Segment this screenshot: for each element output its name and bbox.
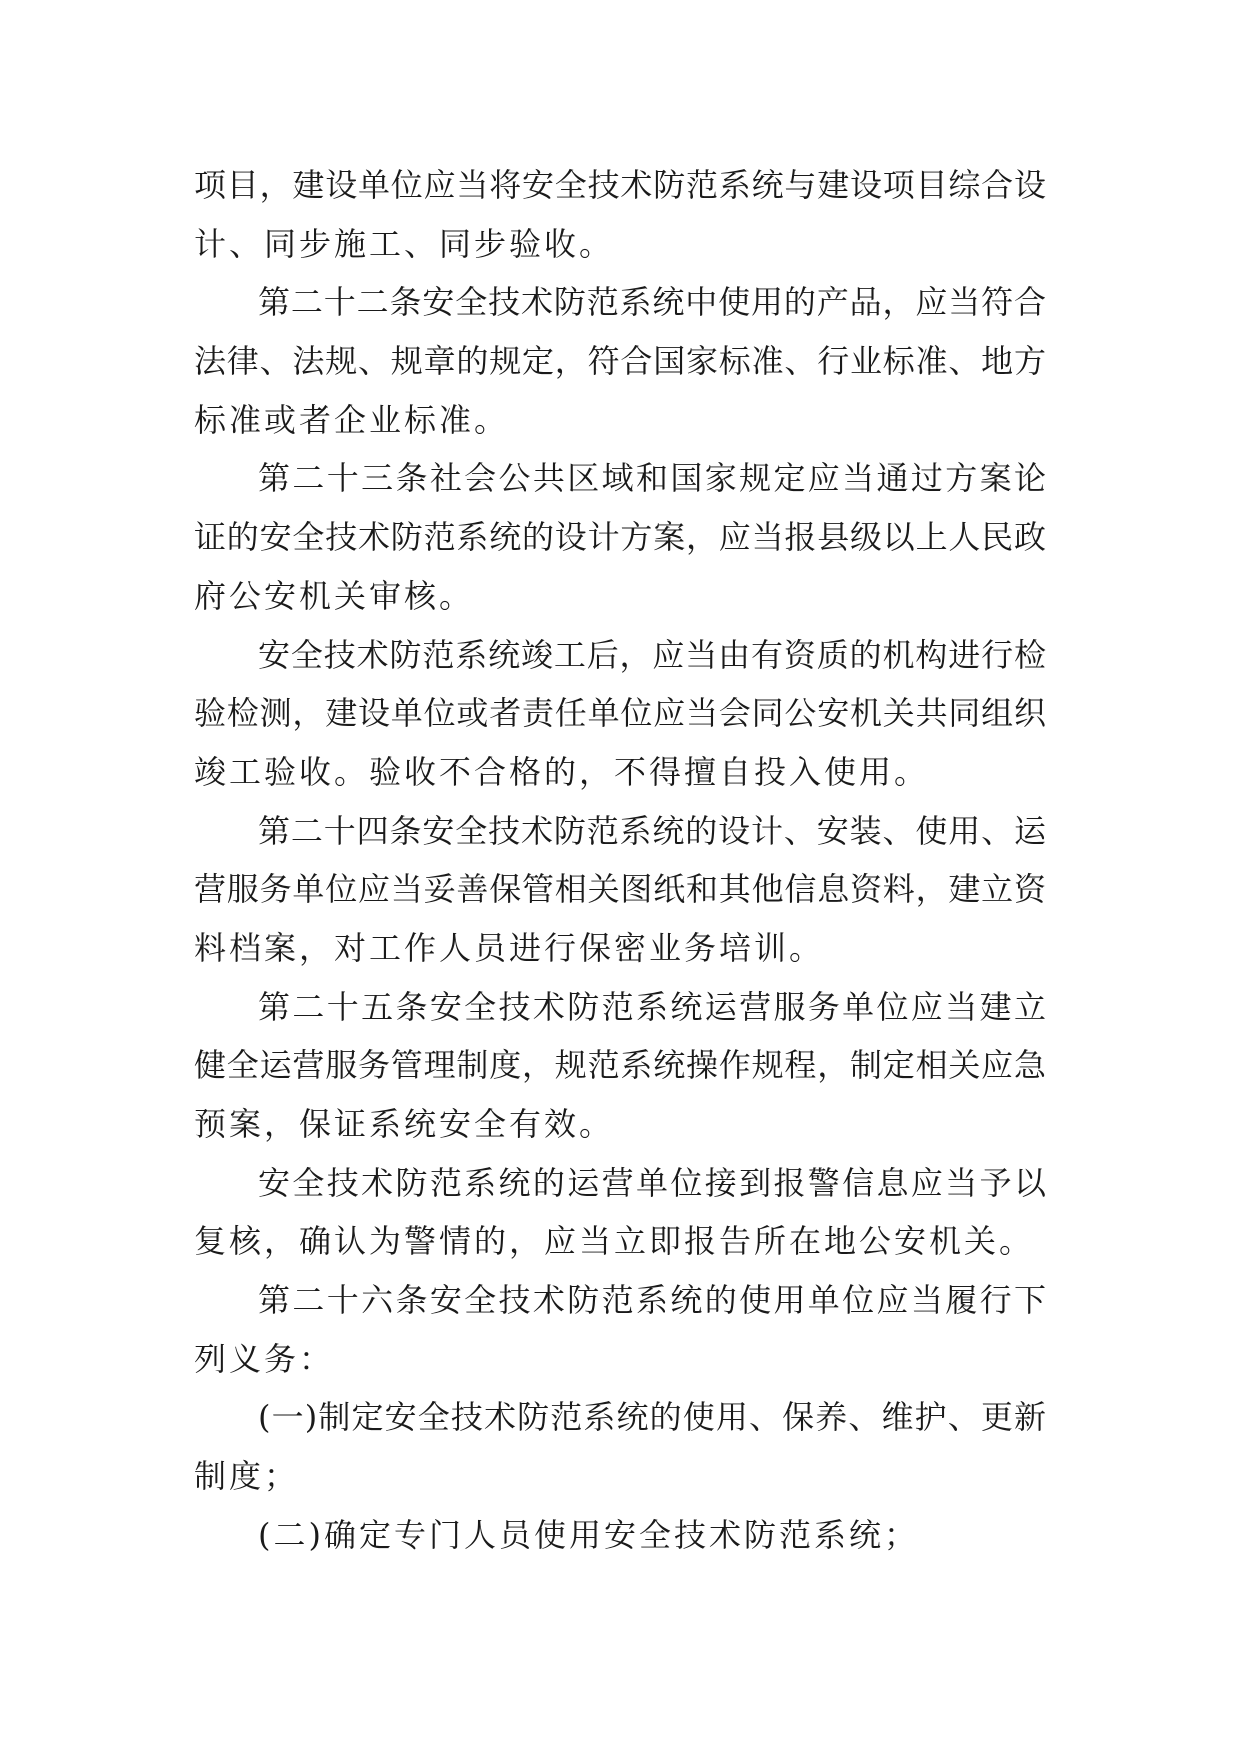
text-line: 法律、法规、规章的规定，符合国家标准、行业标准、地方 [194,342,1046,381]
text-line: 府公安机关审核。 [194,576,475,615]
text-line: 标准或者企业标准。 [194,400,510,439]
text-line: 证的安全技术防范系统的设计方案，应当报县级以上人民政 [194,518,1046,557]
text-line: 安全技术防范系统的运营单位接到报警信息应当予以 [258,1163,1046,1202]
text-line: (二)确定专门人员使用安全技术防范系统； [258,1515,919,1554]
text-line: 验检测，建设单位或者责任单位应当会同公安机关共同组织 [194,694,1046,733]
text-line: 安全技术防范系统竣工后，应当由有资质的机构进行检 [258,635,1046,674]
text-line: (一)制定安全技术防范系统的使用、保养、维护、更新 [258,1398,1046,1437]
text-line: 健全运营服务管理制度，规范系统操作规程，制定相关应急 [194,1046,1046,1085]
text-line: 竣工验收。验收不合格的，不得擅自投入使用。 [194,752,930,791]
text-line: 第二十五条安全技术防范系统运营服务单位应当建立 [258,987,1046,1026]
text-line: 计、同步施工、同步验收。 [194,224,615,263]
text-line: 制度； [194,1457,300,1496]
text-line: 列义务： [194,1339,335,1378]
text-line: 料档案，对工作人员进行保密业务培训。 [194,928,825,967]
text-line: 第二十六条安全技术防范系统的使用单位应当履行下 [258,1281,1046,1320]
document-body [194,156,1046,1565]
text-line: 营服务单位应当妥善保管相关图纸和其他信息资料，建立资 [194,870,1046,909]
text-line: 第二十三条社会公共区域和国家规定应当通过方案论 [258,459,1046,498]
text-line: 预案，保证系统安全有效。 [194,1105,615,1143]
text-line: 复核，确认为警情的，应当立即报告所在地公安机关。 [194,1222,1035,1261]
text-line: 第二十四条安全技术防范系统的设计、安装、使用、运 [258,811,1046,850]
text-line: 第二十二条安全技术防范系统中使用的产品，应当符合 [258,283,1046,322]
text-line: 项目，建设单位应当将安全技术防范系统与建设项目综合设 [194,166,1046,204]
